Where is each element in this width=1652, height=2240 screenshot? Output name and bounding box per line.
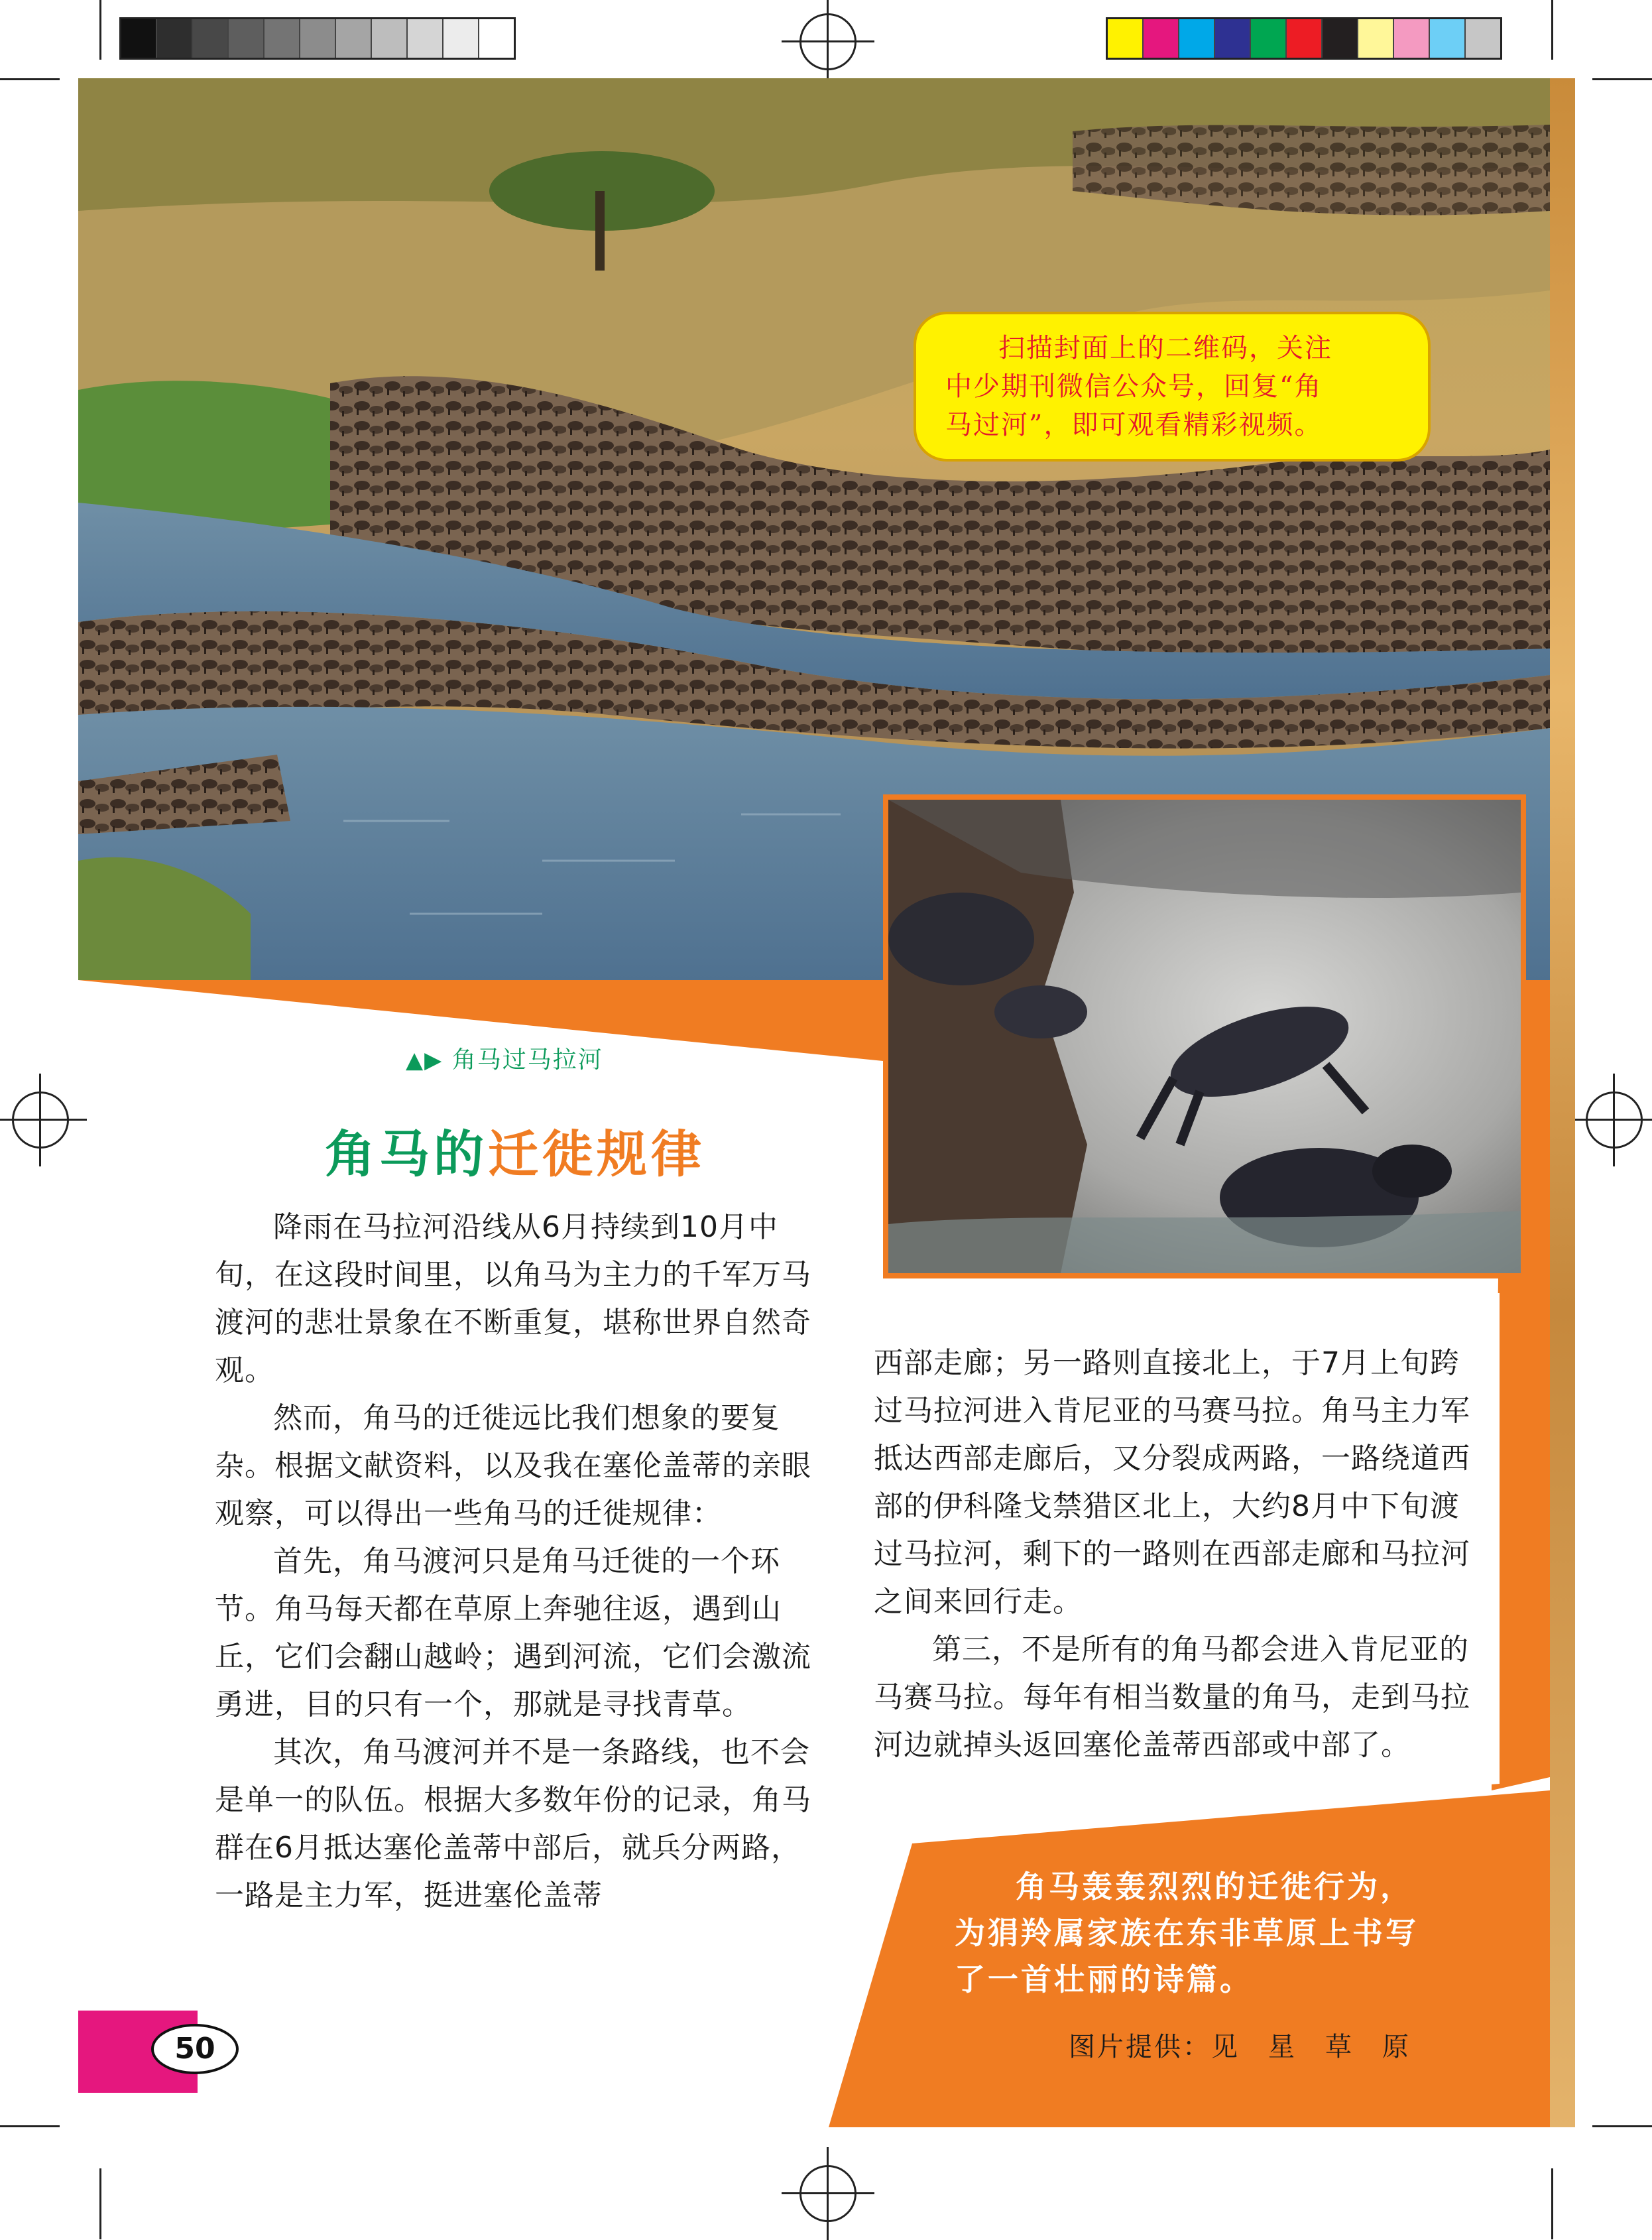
article-right-column (874, 1339, 1485, 1769)
paragraph: 第三，不是所有的角马都会进入肯尼亚的马赛马拉。每年有相当数量的角马，走到马拉河边就掉头返回塞伦盖蒂西部或中部了。 (874, 1633, 1470, 1762)
photo-credit: 图片提供：见 星 草 原 (1069, 2032, 1411, 2062)
page-number: 50 (151, 2024, 239, 2074)
pull-quote-text: 角马轰轰烈烈的迁徙行为，为狷羚属家族在东非草原上书写了一首壮丽的诗篇。 (955, 1869, 1419, 1997)
paragraph-continuation: 西部走廊；另一路则直接北上，于7月上旬跨过马拉河进入肯尼亚的马赛马拉。角马主力军抵达西部走廊后，又分裂成两路，一路绕道西部的伊科隆戈禁猎区北上，大约8月中下旬渡过马拉河，剩下的一路则在西部走廊和马拉河之间来回行走。 (874, 1346, 1470, 1619)
article-title (325, 1114, 705, 1186)
qr-bubble-line-1: 扫描封面上的二维码，关注 (998, 333, 1332, 363)
qr-bubble-line-3: 马过河”，即可观看精彩视频。 (945, 410, 1323, 440)
paragraph: 其次，角马渡河并不是一条路线，也不会是单一的队伍。根据大多数年份的记录，角马群在6月抵达塞伦盖蒂中部后，就兵分两路，一路是主力军，挺进塞伦盖蒂 (215, 1735, 811, 1912)
photo-caption (406, 1041, 603, 1075)
caption-arrow-icons: ▲▶ (406, 1047, 443, 1074)
article-left-column (215, 1204, 825, 1920)
paragraph: 然而，角马的迁徙远比我们想象的要复杂。根据文献资料，以及我在塞伦盖蒂的亲眼观察，可以得出一些角马的迁徙规律： (215, 1401, 811, 1530)
title-part-1: 角马的 (325, 1125, 488, 1184)
paragraph: 首先，角马渡河只是角马迁徙的一个环节。角马每天都在草原上奔驰往返，遇到山丘，它们会翻山越岭；遇到河流，它们会激流勇进，目的只有一个，那就是寻找青草。 (215, 1544, 811, 1721)
wildebeest-leaping-inset-photo (883, 794, 1526, 1278)
qr-bubble-line-2: 中少期刊微信公众号，回复“角 (945, 371, 1323, 402)
pull-quote (955, 1863, 1445, 2003)
paragraph: 降雨在马拉河沿线从6月持续到10月中旬，在这段时间里，以角马为主力的千军万马渡河的悲壮景象在不断重复，堪称世界自然奇观。 (215, 1210, 811, 1387)
caption-text: 角马过马拉河 (451, 1046, 603, 1074)
title-part-2: 迁徙规律 (488, 1125, 705, 1184)
qr-code-promo-bubble (914, 312, 1431, 462)
